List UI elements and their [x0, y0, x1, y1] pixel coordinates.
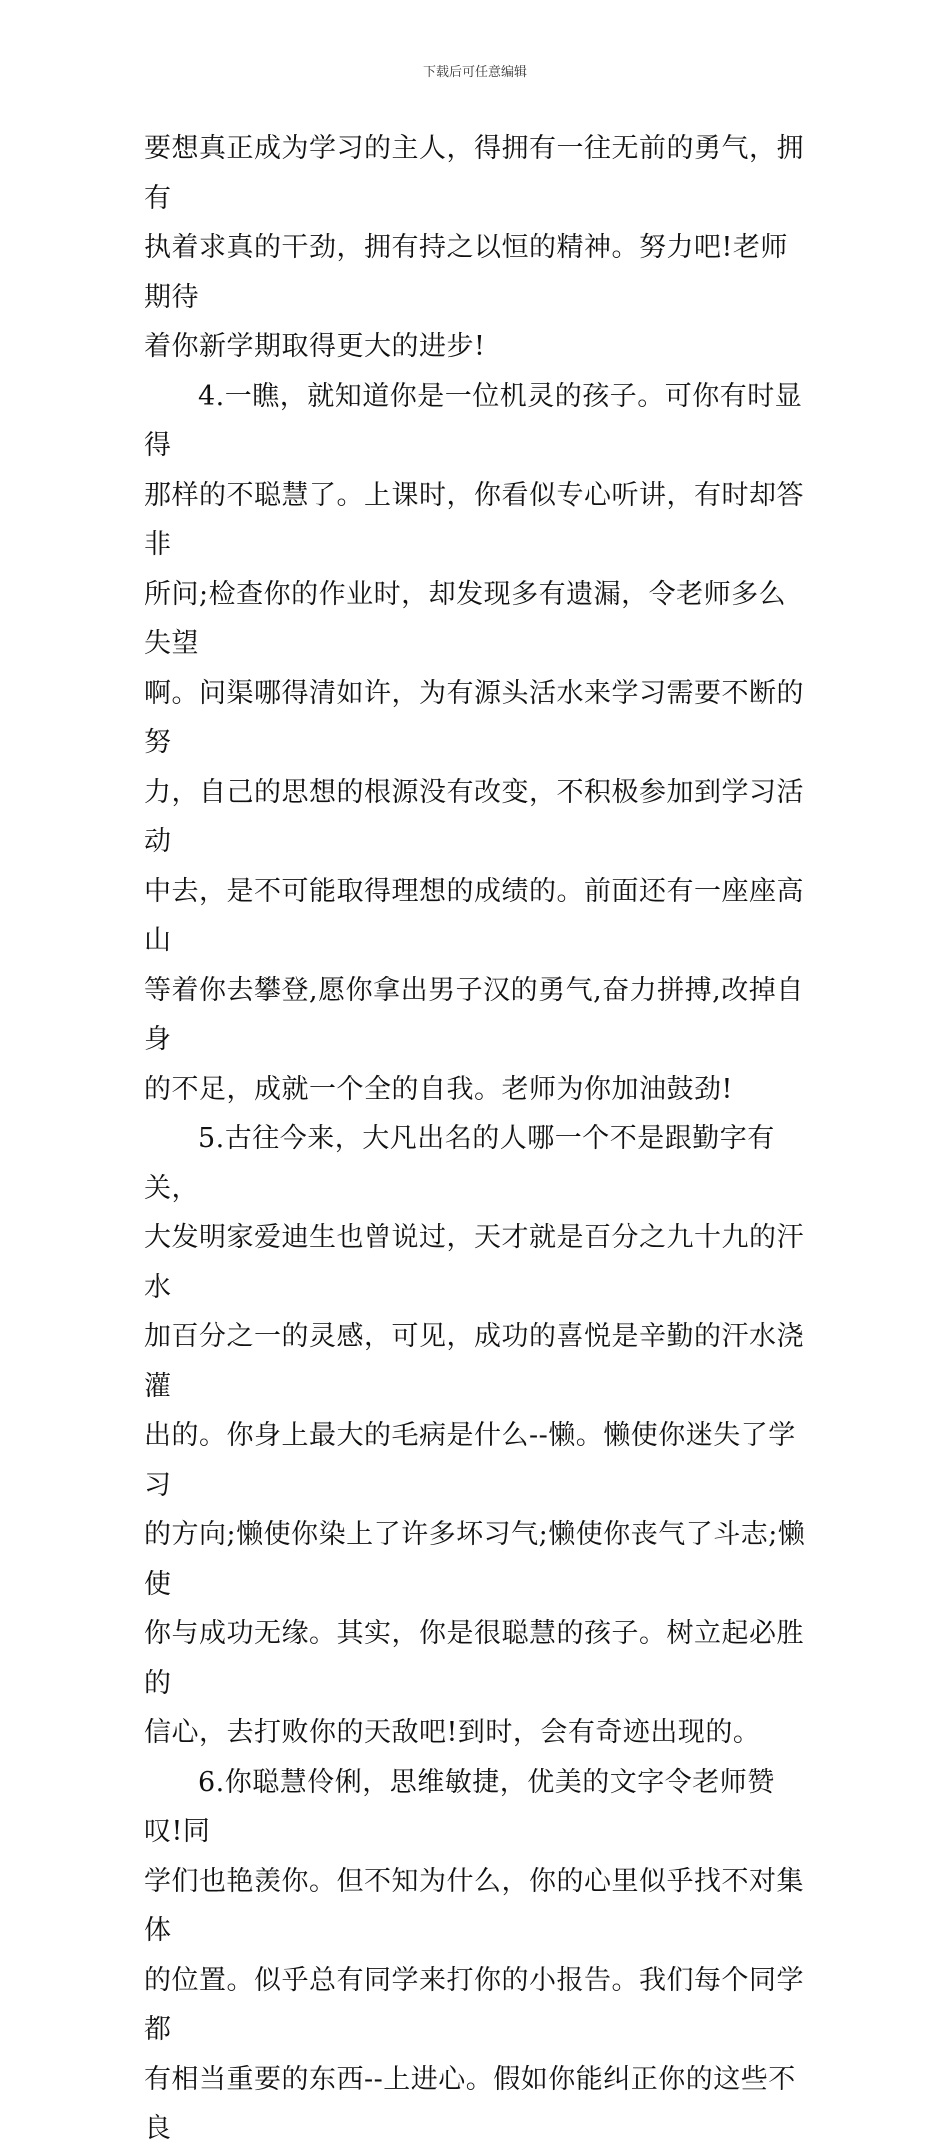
page-header: 下载后可任意编辑 [422, 65, 527, 80]
paragraph-item-4: 4.一瞧，就知道你是一位机灵的孩子。可你有时显得 那样的不聪慧了。上课时，你看似专心听讲，有时却答非 所问;检查你的作业时，却发现多有遗漏，令老师多么失望 啊。问渠哪得清如许，为有源头活水来学习需要不断的努 力，自己的思想的根源没有改变，不积极参加到学习活动 中去，是不可能取得理想的成绩的。前面还有一座座高山 等着你去攀登,愿你拿出男子汉的勇气,奋力拼搏,改掉自身 的不足，成就一个全的自我。老师为你加油鼓劲! [144, 380, 804, 1105]
document-body [144, 124, 806, 2154]
paragraph-item-5: 5.古往今来，大凡出名的人哪一个不是跟勤字有关， 大发明家爱迪生也曾说过，天才就是百分之九十九的汗水 加百分之一的灵感，可见，成功的喜悦是辛勤的汗水浇灌 出的。你身上最大的毛病是什么--懒。懒使你迷失了学习 的方向;懒使你染上了许多坏习气;懒使你丧气了斗志;懒使 你与成功无缘。其实，你是很聪慧的孩子。树立起必胜的 信心，去打败你的天敌吧!到时，会有奇迹出现的。 [144, 1123, 806, 1748]
paragraph-continuation: 要想真正成为学习的主人，得拥有一往无前的勇气，拥有 执着求真的干劲，拥有持之以恒的精神。努力吧!老师期待 着你新学期取得更大的进步! [144, 133, 804, 362]
paragraph-item-6: 6.你聪慧伶俐，思维敏捷，优美的文字令老师赞叹!同 学们也艳羡你。但不知为什么，你的心里似乎找不对集体 的位置。似乎总有同学来打你的小报告。我们每个同学都 有相当重要的东西--上进心。假如你能纠正你的这些不良 [144, 1766, 804, 2144]
